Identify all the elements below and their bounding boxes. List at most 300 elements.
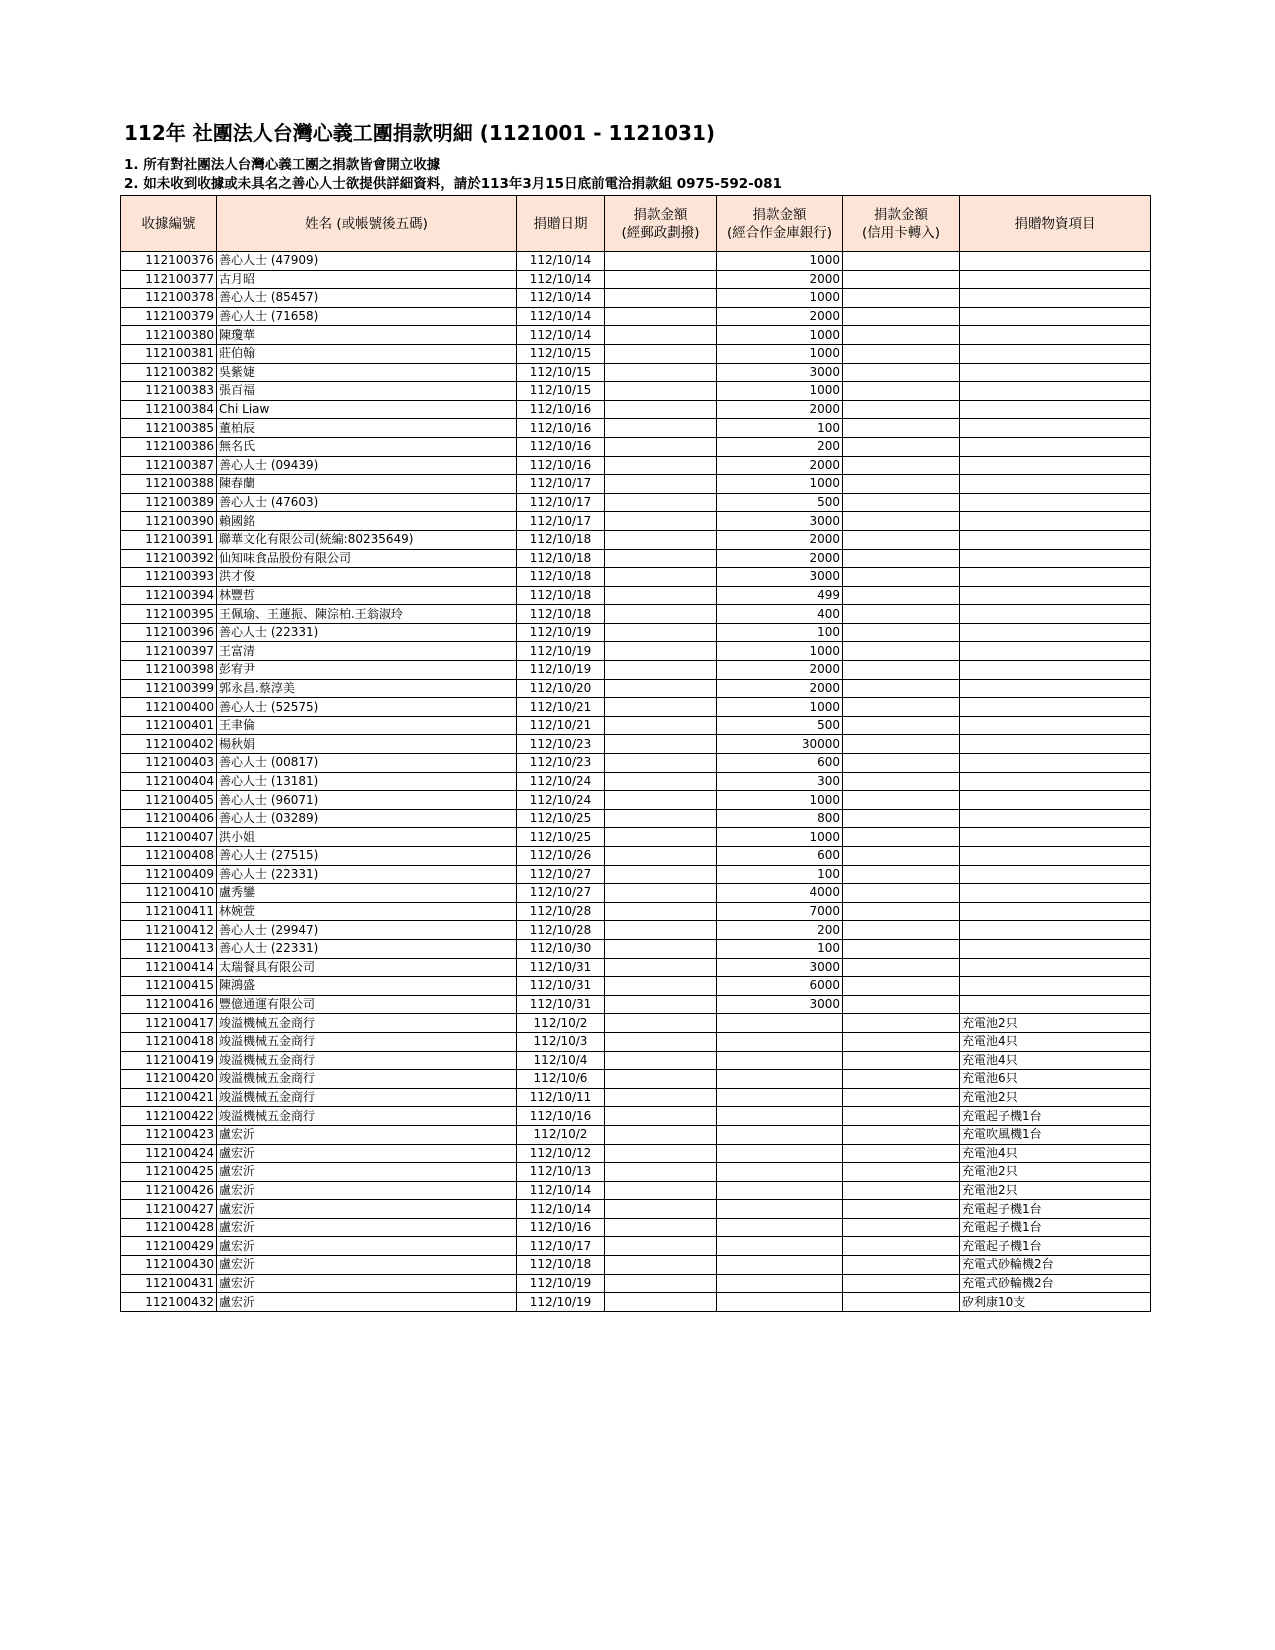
table-row [121, 623, 1151, 642]
table-row [121, 307, 1151, 326]
cell-donation-date: 112/10/18 [517, 549, 605, 568]
cell-card-amount [843, 865, 960, 884]
cell-donated-item [960, 400, 1151, 419]
cell-donation-date: 112/10/31 [517, 977, 605, 996]
cell-bank-amount: 2000 [717, 307, 843, 326]
cell-donor-name: 張百福 [217, 382, 517, 401]
cell-postal-amount [605, 716, 717, 735]
cell-donation-date: 112/10/6 [517, 1070, 605, 1089]
cell-donor-name: 善心人士 (13181) [217, 772, 517, 791]
cell-donated-item [960, 865, 1151, 884]
cell-donor-name: 盧宏沂 [217, 1163, 517, 1182]
table-row [121, 1014, 1151, 1033]
table-row [121, 1237, 1151, 1256]
cell-receipt-number: 112100403 [121, 754, 217, 773]
cell-bank-amount: 1000 [717, 791, 843, 810]
cell-receipt-number: 112100427 [121, 1200, 217, 1219]
cell-card-amount [843, 456, 960, 475]
cell-donation-date: 112/10/18 [517, 586, 605, 605]
table-row [121, 902, 1151, 921]
cell-postal-amount [605, 1014, 717, 1033]
cell-bank-amount: 2000 [717, 270, 843, 289]
cell-postal-amount [605, 419, 717, 438]
cell-bank-amount [717, 1256, 843, 1275]
cell-postal-amount [605, 1274, 717, 1293]
cell-card-amount [843, 252, 960, 271]
cell-postal-amount [605, 995, 717, 1014]
table-row [121, 605, 1151, 624]
cell-card-amount [843, 605, 960, 624]
table-row [121, 958, 1151, 977]
cell-receipt-number: 112100432 [121, 1293, 217, 1312]
cell-card-amount [843, 1181, 960, 1200]
cell-donor-name: 善心人士 (29947) [217, 921, 517, 940]
cell-donation-date: 112/10/17 [517, 1237, 605, 1256]
cell-receipt-number: 112100401 [121, 716, 217, 735]
cell-bank-amount: 499 [717, 586, 843, 605]
cell-bank-amount: 500 [717, 716, 843, 735]
cell-donor-name: 善心人士 (03289) [217, 809, 517, 828]
cell-card-amount [843, 1163, 960, 1182]
cell-card-amount [843, 939, 960, 958]
cell-donor-name: 王富清 [217, 642, 517, 661]
cell-donor-name: 盧宏沂 [217, 1144, 517, 1163]
cell-card-amount [843, 661, 960, 680]
cell-bank-amount: 800 [717, 809, 843, 828]
cell-donation-date: 112/10/14 [517, 326, 605, 345]
cell-donated-item [960, 679, 1151, 698]
table-row [121, 1144, 1151, 1163]
cell-postal-amount [605, 252, 717, 271]
table-row [121, 828, 1151, 847]
cell-card-amount [843, 549, 960, 568]
cell-receipt-number: 112100425 [121, 1163, 217, 1182]
cell-postal-amount [605, 549, 717, 568]
cell-bank-amount: 200 [717, 437, 843, 456]
cell-receipt-number: 112100392 [121, 549, 217, 568]
cell-card-amount [843, 1070, 960, 1089]
cell-donor-name: 董柏辰 [217, 419, 517, 438]
cell-bank-amount: 100 [717, 419, 843, 438]
cell-card-amount [843, 307, 960, 326]
cell-card-amount [843, 475, 960, 494]
table-row [121, 289, 1151, 308]
cell-donation-date: 112/10/11 [517, 1088, 605, 1107]
table-row [121, 1032, 1151, 1051]
cell-donation-date: 112/10/21 [517, 716, 605, 735]
table-row [121, 754, 1151, 773]
cell-receipt-number: 112100382 [121, 363, 217, 382]
cell-receipt-number: 112100397 [121, 642, 217, 661]
cell-receipt-number: 112100393 [121, 568, 217, 587]
cell-postal-amount [605, 437, 717, 456]
cell-card-amount [843, 679, 960, 698]
cell-card-amount [843, 754, 960, 773]
header-name: 姓名 (或帳號後五碼) [217, 196, 517, 252]
header-date: 捐贈日期 [517, 196, 605, 252]
cell-donation-date: 112/10/3 [517, 1032, 605, 1051]
table-row [121, 642, 1151, 661]
cell-bank-amount: 600 [717, 847, 843, 866]
cell-donated-item: 充電池2只 [960, 1014, 1151, 1033]
cell-donated-item [960, 605, 1151, 624]
page-title: 112年 社團法人台灣心義工團捐款明細 (1121001 - 1121031) [124, 121, 716, 145]
cell-card-amount [843, 493, 960, 512]
cell-donor-name: 古月昭 [217, 270, 517, 289]
cell-donor-name: 太瑞餐具有限公司 [217, 958, 517, 977]
cell-postal-amount [605, 363, 717, 382]
cell-postal-amount [605, 661, 717, 680]
cell-donor-name: 陳鴻盛 [217, 977, 517, 996]
cell-card-amount [843, 902, 960, 921]
cell-donated-item [960, 326, 1151, 345]
cell-receipt-number: 112100404 [121, 772, 217, 791]
cell-donation-date: 112/10/26 [517, 847, 605, 866]
cell-donation-date: 112/10/14 [517, 270, 605, 289]
cell-donated-item [960, 586, 1151, 605]
cell-receipt-number: 112100383 [121, 382, 217, 401]
cell-receipt-number: 112100421 [121, 1088, 217, 1107]
cell-bank-amount [717, 1032, 843, 1051]
cell-bank-amount: 2000 [717, 661, 843, 680]
cell-donor-name: 善心人士 (22331) [217, 939, 517, 958]
cell-card-amount [843, 995, 960, 1014]
cell-card-amount [843, 400, 960, 419]
cell-postal-amount [605, 698, 717, 717]
cell-donated-item [960, 493, 1151, 512]
cell-postal-amount [605, 605, 717, 624]
cell-card-amount [843, 1218, 960, 1237]
table-row [121, 437, 1151, 456]
cell-donation-date: 112/10/27 [517, 884, 605, 903]
cell-donor-name: 仙知味食品股份有限公司 [217, 549, 517, 568]
cell-postal-amount [605, 921, 717, 940]
cell-donation-date: 112/10/24 [517, 791, 605, 810]
cell-postal-amount [605, 1088, 717, 1107]
cell-donor-name: 陳春蘭 [217, 475, 517, 494]
cell-postal-amount [605, 642, 717, 661]
cell-postal-amount [605, 884, 717, 903]
cell-bank-amount [717, 1200, 843, 1219]
cell-bank-amount: 3000 [717, 363, 843, 382]
table-row [121, 586, 1151, 605]
cell-bank-amount [717, 1014, 843, 1033]
cell-postal-amount [605, 623, 717, 642]
cell-receipt-number: 112100418 [121, 1032, 217, 1051]
table-row [121, 1088, 1151, 1107]
table-row [121, 977, 1151, 996]
cell-donor-name: 豐億通運有限公司 [217, 995, 517, 1014]
cell-receipt-number: 112100377 [121, 270, 217, 289]
cell-postal-amount [605, 400, 717, 419]
cell-postal-amount [605, 1125, 717, 1144]
cell-donated-item [960, 809, 1151, 828]
cell-receipt-number: 112100386 [121, 437, 217, 456]
note-receipt: 1. 所有對社團法人台灣心義工團之捐款皆會開立收據 [124, 157, 441, 173]
cell-donated-item [960, 921, 1151, 940]
cell-receipt-number: 112100388 [121, 475, 217, 494]
cell-bank-amount: 3000 [717, 995, 843, 1014]
cell-donation-date: 112/10/15 [517, 382, 605, 401]
cell-donation-date: 112/10/16 [517, 437, 605, 456]
cell-card-amount [843, 1014, 960, 1033]
cell-donated-item: 充電起子機1台 [960, 1200, 1151, 1219]
table-row [121, 809, 1151, 828]
cell-bank-amount [717, 1125, 843, 1144]
cell-bank-amount: 3000 [717, 958, 843, 977]
cell-donor-name: 善心人士 (22331) [217, 865, 517, 884]
header-card-amount: 捐款金額 (信用卡轉入) [843, 196, 960, 252]
table-row [121, 326, 1151, 345]
cell-card-amount [843, 1032, 960, 1051]
cell-donated-item [960, 772, 1151, 791]
cell-receipt-number: 112100416 [121, 995, 217, 1014]
cell-donated-item: 充電起子機1台 [960, 1237, 1151, 1256]
cell-receipt-number: 112100406 [121, 809, 217, 828]
cell-donor-name: 善心人士 (47909) [217, 252, 517, 271]
cell-donated-item: 矽利康10支 [960, 1293, 1151, 1312]
cell-donated-item [960, 791, 1151, 810]
table-row [121, 419, 1151, 438]
cell-donated-item: 充電池4只 [960, 1144, 1151, 1163]
header-donated-items: 捐贈物資項目 [960, 196, 1151, 252]
cell-receipt-number: 112100411 [121, 902, 217, 921]
cell-receipt-number: 112100426 [121, 1181, 217, 1200]
cell-postal-amount [605, 1218, 717, 1237]
cell-receipt-number: 112100413 [121, 939, 217, 958]
cell-donor-name: 竣溢機械五金商行 [217, 1107, 517, 1126]
cell-postal-amount [605, 1163, 717, 1182]
cell-donation-date: 112/10/27 [517, 865, 605, 884]
cell-donated-item: 充電池2只 [960, 1163, 1151, 1182]
cell-card-amount [843, 1237, 960, 1256]
table-row [121, 344, 1151, 363]
cell-donor-name: 賴國銘 [217, 512, 517, 531]
cell-card-amount [843, 568, 960, 587]
table-row [121, 456, 1151, 475]
cell-donation-date: 112/10/15 [517, 363, 605, 382]
cell-donation-date: 112/10/14 [517, 252, 605, 271]
cell-donation-date: 112/10/31 [517, 958, 605, 977]
cell-donation-date: 112/10/18 [517, 1256, 605, 1275]
cell-donor-name: 聯華文化有限公司(統編:80235649) [217, 530, 517, 549]
cell-donation-date: 112/10/12 [517, 1144, 605, 1163]
table-row [121, 1256, 1151, 1275]
table-row [121, 772, 1151, 791]
cell-bank-amount: 6000 [717, 977, 843, 996]
cell-receipt-number: 112100420 [121, 1070, 217, 1089]
cell-donor-name: 善心人士 (09439) [217, 456, 517, 475]
cell-donation-date: 112/10/21 [517, 698, 605, 717]
cell-bank-amount: 2000 [717, 530, 843, 549]
cell-postal-amount [605, 958, 717, 977]
cell-card-amount [843, 344, 960, 363]
cell-donated-item [960, 828, 1151, 847]
cell-card-amount [843, 623, 960, 642]
cell-donation-date: 112/10/4 [517, 1051, 605, 1070]
cell-donation-date: 112/10/15 [517, 344, 605, 363]
cell-card-amount [843, 809, 960, 828]
cell-bank-amount [717, 1181, 843, 1200]
cell-donated-item [960, 456, 1151, 475]
cell-card-amount [843, 772, 960, 791]
cell-card-amount [843, 326, 960, 345]
cell-donor-name: 善心人士 (00817) [217, 754, 517, 773]
cell-receipt-number: 112100424 [121, 1144, 217, 1163]
cell-postal-amount [605, 1051, 717, 1070]
cell-donated-item [960, 289, 1151, 308]
cell-bank-amount: 600 [717, 754, 843, 773]
cell-bank-amount [717, 1218, 843, 1237]
cell-donor-name: 王佩瑜、王蓮振、陳淙柏.王翁淑玲 [217, 605, 517, 624]
cell-donor-name: 莊伯翰 [217, 344, 517, 363]
cell-donation-date: 112/10/31 [517, 995, 605, 1014]
cell-bank-amount: 1000 [717, 252, 843, 271]
cell-bank-amount [717, 1163, 843, 1182]
cell-card-amount [843, 1051, 960, 1070]
cell-postal-amount [605, 939, 717, 958]
cell-donated-item [960, 530, 1151, 549]
cell-donor-name: 盧宏沂 [217, 1274, 517, 1293]
note-contact: 2. 如未收到收據或未具名之善心人士欲提供詳細資料，請於113年3月15日底前電洽捐款組 0975-592-081 [124, 176, 782, 192]
cell-donated-item: 充電池4只 [960, 1051, 1151, 1070]
cell-bank-amount: 7000 [717, 902, 843, 921]
cell-donated-item: 充電池4只 [960, 1032, 1151, 1051]
cell-bank-amount: 2000 [717, 549, 843, 568]
cell-postal-amount [605, 1144, 717, 1163]
cell-card-amount [843, 270, 960, 289]
cell-donor-name: 盧宏沂 [217, 1125, 517, 1144]
cell-donation-date: 112/10/13 [517, 1163, 605, 1182]
cell-receipt-number: 112100402 [121, 735, 217, 754]
cell-donation-date: 112/10/16 [517, 1107, 605, 1126]
cell-receipt-number: 112100414 [121, 958, 217, 977]
cell-donor-name: 善心人士 (47603) [217, 493, 517, 512]
cell-donated-item [960, 939, 1151, 958]
cell-donor-name: 彭宥尹 [217, 661, 517, 680]
cell-postal-amount [605, 902, 717, 921]
cell-postal-amount [605, 530, 717, 549]
table-row [121, 716, 1151, 735]
cell-donated-item [960, 549, 1151, 568]
cell-donation-date: 112/10/17 [517, 493, 605, 512]
cell-donor-name: 盧宏沂 [217, 1181, 517, 1200]
table-row [121, 791, 1151, 810]
header-bank-amount: 捐款金額 (經合作金庫銀行) [717, 196, 843, 252]
cell-donor-name: 洪才俊 [217, 568, 517, 587]
cell-bank-amount: 1000 [717, 344, 843, 363]
table-row [121, 363, 1151, 382]
cell-donation-date: 112/10/19 [517, 1274, 605, 1293]
cell-postal-amount [605, 493, 717, 512]
cell-receipt-number: 112100417 [121, 1014, 217, 1033]
cell-receipt-number: 112100415 [121, 977, 217, 996]
cell-donor-name: 竣溢機械五金商行 [217, 1014, 517, 1033]
cell-postal-amount [605, 809, 717, 828]
cell-donation-date: 112/10/23 [517, 735, 605, 754]
cell-receipt-number: 112100399 [121, 679, 217, 698]
cell-donated-item [960, 884, 1151, 903]
cell-bank-amount: 1000 [717, 382, 843, 401]
cell-card-amount [843, 1256, 960, 1275]
cell-receipt-number: 112100376 [121, 252, 217, 271]
cell-card-amount [843, 828, 960, 847]
cell-donation-date: 112/10/19 [517, 1293, 605, 1312]
cell-donation-date: 112/10/19 [517, 642, 605, 661]
cell-postal-amount [605, 1070, 717, 1089]
cell-donated-item [960, 568, 1151, 587]
cell-donated-item [960, 754, 1151, 773]
cell-postal-amount [605, 1032, 717, 1051]
table-row [121, 1070, 1151, 1089]
cell-receipt-number: 112100429 [121, 1237, 217, 1256]
cell-postal-amount [605, 735, 717, 754]
table-row [121, 530, 1151, 549]
cell-card-amount [843, 977, 960, 996]
cell-receipt-number: 112100395 [121, 605, 217, 624]
cell-donation-date: 112/10/14 [517, 289, 605, 308]
cell-donated-item [960, 995, 1151, 1014]
cell-postal-amount [605, 828, 717, 847]
cell-card-amount [843, 1125, 960, 1144]
cell-donor-name: 盧宏沂 [217, 1293, 517, 1312]
cell-postal-amount [605, 456, 717, 475]
cell-donor-name: 陳瓊華 [217, 326, 517, 345]
table-row [121, 382, 1151, 401]
cell-bank-amount: 400 [717, 605, 843, 624]
cell-donation-date: 112/10/23 [517, 754, 605, 773]
cell-postal-amount [605, 1107, 717, 1126]
cell-donated-item: 充電池6只 [960, 1070, 1151, 1089]
cell-card-amount [843, 884, 960, 903]
cell-donor-name: 林婉萱 [217, 902, 517, 921]
cell-donor-name: 盧宏沂 [217, 1237, 517, 1256]
cell-donor-name: 盧宏沂 [217, 1200, 517, 1219]
cell-donor-name: 竣溢機械五金商行 [217, 1070, 517, 1089]
cell-bank-amount: 1000 [717, 475, 843, 494]
cell-receipt-number: 112100381 [121, 344, 217, 363]
cell-receipt-number: 112100407 [121, 828, 217, 847]
cell-receipt-number: 112100398 [121, 661, 217, 680]
cell-donated-item [960, 512, 1151, 531]
cell-receipt-number: 112100384 [121, 400, 217, 419]
cell-donated-item [960, 382, 1151, 401]
cell-bank-amount [717, 1144, 843, 1163]
cell-receipt-number: 112100387 [121, 456, 217, 475]
cell-donation-date: 112/10/18 [517, 568, 605, 587]
cell-donated-item [960, 735, 1151, 754]
cell-postal-amount [605, 586, 717, 605]
table-row [121, 1274, 1151, 1293]
cell-donation-date: 112/10/25 [517, 809, 605, 828]
cell-donated-item [960, 363, 1151, 382]
cell-postal-amount [605, 289, 717, 308]
cell-card-amount [843, 530, 960, 549]
cell-donor-name: 竣溢機械五金商行 [217, 1032, 517, 1051]
cell-receipt-number: 112100390 [121, 512, 217, 531]
table-row [121, 1051, 1151, 1070]
cell-bank-amount: 1000 [717, 289, 843, 308]
cell-bank-amount: 200 [717, 921, 843, 940]
table-row [121, 400, 1151, 419]
table-row [121, 865, 1151, 884]
table-row [121, 568, 1151, 587]
cell-postal-amount [605, 1181, 717, 1200]
cell-donor-name: 竣溢機械五金商行 [217, 1051, 517, 1070]
cell-postal-amount [605, 1200, 717, 1219]
cell-receipt-number: 112100428 [121, 1218, 217, 1237]
cell-donation-date: 112/10/2 [517, 1125, 605, 1144]
